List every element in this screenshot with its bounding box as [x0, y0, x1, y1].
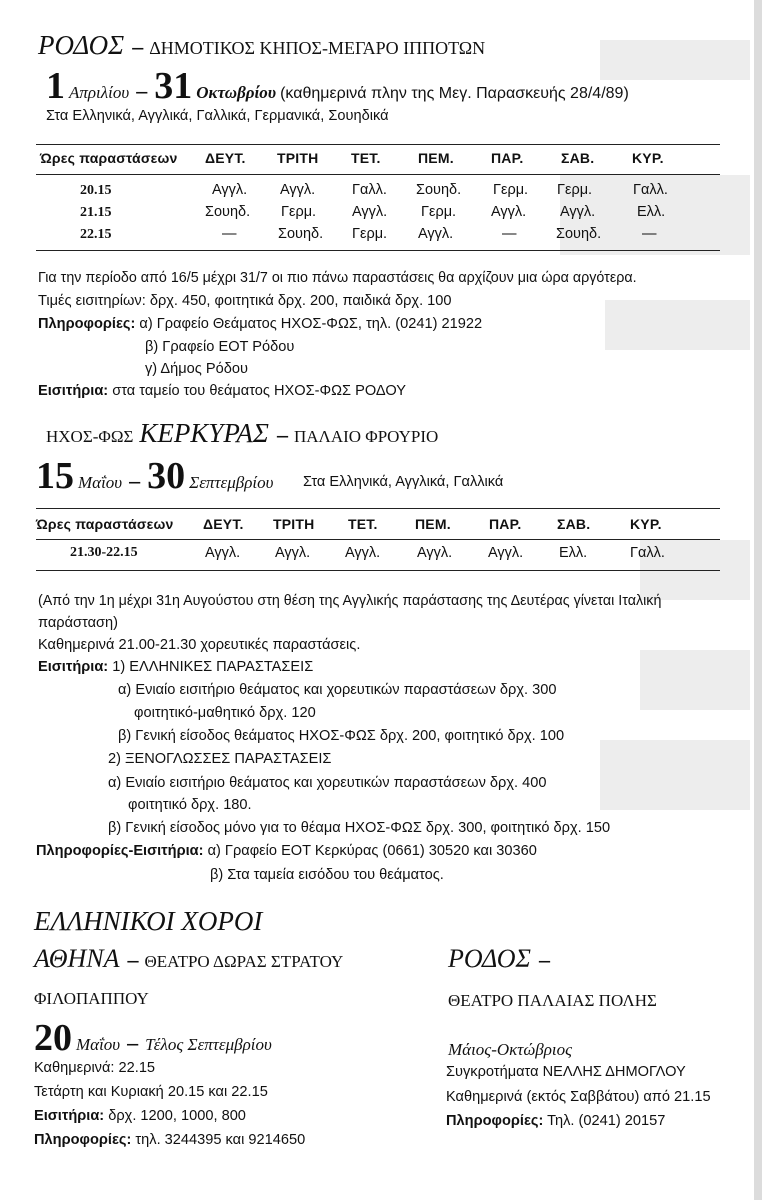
rhodes-info-a-line: [38, 316, 482, 332]
athens-city: ΑΘΗΝΑ: [34, 944, 120, 973]
dances-rhodes-troupe: Συγκροτήματα ΝΕΛΛΗΣ ΔΗΜΟΓΛΟΥ: [446, 1064, 686, 1080]
rhodes-cell: Αγγλ.: [418, 226, 454, 242]
rhodes-dates: [46, 64, 629, 108]
rhodes-cell: —: [642, 226, 657, 242]
corfu-col-thu: ΠΕΜ.: [415, 516, 451, 532]
rhodes-end-day: 31: [154, 65, 193, 107]
corfu-col-mon: ΔΕΥΤ.: [203, 516, 244, 532]
athens-info-line: [34, 1132, 305, 1148]
rhodes-col-tue: ΤΡΙΤΗ: [277, 150, 319, 166]
dances-rhodes-info-line: [446, 1113, 665, 1129]
corfu-date-dash: –: [129, 468, 141, 493]
corfu-prefix: ΗΧΟΣ-ΦΩΣ: [46, 427, 134, 446]
rhodes-row-time: 22.15: [80, 227, 112, 242]
rhodes-cell: Σουηδ.: [278, 226, 324, 242]
corfu-dates: [36, 454, 273, 498]
rhodes-cell: Γερμ.: [352, 226, 388, 242]
show-through-shade: [640, 650, 750, 710]
athens-wed-sun: Τετάρτη και Κυριακή 20.15 και 22.15: [34, 1084, 268, 1100]
athens-start-month: Μαΐου: [76, 1035, 121, 1054]
rhodes-cell: Αγγλ.: [212, 182, 248, 198]
rhodes-city: ΡΟΔΟΣ: [38, 30, 125, 60]
athens-venue-1: ΘΕΑΤΡΟ ΔΩΡΑΣ ΣΤΡΑΤΟΥ: [144, 952, 344, 971]
athens-tickets-line: [34, 1108, 246, 1124]
corfu-cell: Αγγλ.: [345, 545, 381, 561]
corfu-info-b: β) Στα ταμεία εισόδου του θεάματος.: [210, 867, 444, 883]
dances-rhodes-venue: ΘΕΑΤΡΟ ΠΑΛΑΙΑΣ ΠΟΛΗΣ: [448, 991, 657, 1010]
show-through-shade: [600, 740, 750, 810]
dances-rhodes-dash: –: [539, 947, 551, 972]
rhodes-info-b: β) Γραφείο ΕΟΤ Ρόδου: [145, 339, 295, 355]
dances-rhodes-info-text: Τηλ. (0241) 20157: [547, 1113, 666, 1129]
rhodes-cell: Ελλ.: [637, 204, 666, 220]
corfu-table-header-rule: [36, 539, 720, 540]
rhodes-info-a: α) Γραφείο Θεάματος ΗΧΟΣ-ΦΩΣ, τηλ. (0241) 21922: [139, 316, 483, 332]
corfu-heading: [46, 418, 438, 449]
scan-edge-shadow: [754, 0, 762, 1200]
rhodes-cell: Γερμ.: [421, 204, 457, 220]
rhodes-date-dash: –: [136, 78, 148, 103]
athens-end: Τέλος Σεπτεμβρίου: [145, 1035, 272, 1054]
corfu-info-label: Πληροφορίες-Εισιτήρια:: [36, 843, 204, 859]
athens-start-day: 20: [34, 1017, 72, 1059]
athens-daily: Καθημερινά: 22.15: [34, 1060, 156, 1076]
corfu-t2b: β) Γενική είσοδος μόνο για το θέαμα ΗΧΟΣ-ΦΩΣ δρχ. 300, φοιτητικό δρχ. 150: [108, 820, 611, 836]
corfu-col-times: Ώρες παραστάσεων: [36, 516, 174, 532]
corfu-col-tue: ΤΡΙΤΗ: [273, 516, 315, 532]
corfu-t2a2: φοιτητικό δρχ. 180.: [128, 797, 252, 813]
rhodes-col-thu: ΠΕΜ.: [418, 150, 454, 166]
rhodes-tickets-label: Εισιτήρια:: [38, 383, 109, 399]
athens-dash: –: [127, 947, 139, 972]
rhodes-cell: Γερμ.: [557, 182, 593, 198]
corfu-t2: 2) ΞΕΝΟΓΛΩΣΣΕΣ ΠΑΡΑΣΤΑΣΕΙΣ: [108, 751, 332, 767]
rhodes-row-time: 21.15: [80, 205, 112, 220]
corfu-cell: Αγγλ.: [488, 545, 524, 561]
rhodes-cell: Αγγλ.: [352, 204, 388, 220]
athens-tickets-label: Εισιτήρια:: [34, 1108, 105, 1124]
corfu-info-a: α) Γραφείο ΕΟΤ Κερκύρας (0661) 30520 και 30360: [207, 843, 537, 859]
rhodes-end-month: Οκτωβρίου: [196, 83, 277, 102]
corfu-dash: –: [276, 422, 288, 447]
rhodes-cell: Σουηδ.: [416, 182, 462, 198]
rhodes-col-sat: ΣΑΒ.: [561, 150, 595, 166]
dances-rhodes-info-label: Πληροφορίες:: [446, 1113, 544, 1129]
corfu-t1b: β) Γενική είσοδος θεάματος ΗΧΟΣ-ΦΩΣ δρχ. 200, φοιτητικό δρχ. 100: [118, 728, 565, 744]
rhodes-table-top-rule: [36, 144, 720, 145]
corfu-tickets-line: [38, 659, 313, 675]
corfu-languages: Στα Ελληνικά, Αγγλικά, Γαλλικά: [303, 474, 504, 490]
rhodes-cell: —: [222, 226, 237, 242]
corfu-t1a: α) Ενιαίο εισιτήριο θεάματος και χορευτικών παραστάσεων δρχ. 300: [118, 682, 557, 698]
corfu-table-bottom-rule: [36, 570, 720, 571]
corfu-col-sun: ΚΥΡ.: [630, 516, 662, 532]
corfu-cell: Αγγλ.: [417, 545, 453, 561]
rhodes-cell: Αγγλ.: [560, 204, 596, 220]
corfu-city: ΚΕΡΚΥΡΑΣ: [139, 418, 269, 448]
corfu-col-wed: ΤΕΤ.: [348, 516, 378, 532]
corfu-row-time: 21.30-22.15: [70, 545, 138, 560]
rhodes-col-wed: ΤΕΤ.: [351, 150, 381, 166]
corfu-end-month: Σεπτεμβρίου: [189, 473, 274, 492]
corfu-start-month: Μαΐου: [78, 473, 123, 492]
dances-rhodes-daily: Καθημερινά (εκτός Σαββάτου) από 21.15: [446, 1089, 711, 1105]
athens-dates: [34, 1016, 272, 1060]
rhodes-tickets-line: [38, 383, 406, 399]
corfu-cell: Αγγλ.: [275, 545, 311, 561]
corfu-cell: Γαλλ.: [630, 545, 665, 561]
show-through-shade: [605, 300, 750, 350]
corfu-col-sat: ΣΑΒ.: [557, 516, 591, 532]
corfu-t1a2: φοιτητικό-μαθητικό δρχ. 120: [134, 705, 316, 721]
corfu-venue: ΠΑΛΑΙΟ ΦΡΟΥΡΙΟ: [293, 427, 439, 446]
rhodes-col-fri: ΠΑΡ.: [491, 150, 524, 166]
rhodes-prices: Τιμές εισιτηρίων: δρχ. 450, φοιτητικά δρχ. 200, παιδικά δρχ. 100: [38, 293, 452, 309]
rhodes-info-c: γ) Δήμος Ρόδου: [145, 361, 248, 377]
athens-heading: [34, 944, 343, 974]
corfu-cell: Αγγλ.: [205, 545, 241, 561]
corfu-cell: Ελλ.: [559, 545, 588, 561]
rhodes-cell: Γερμ.: [493, 182, 529, 198]
corfu-end-day: 30: [147, 455, 186, 497]
rhodes-col-times: Ώρες παραστάσεων: [40, 150, 178, 166]
corfu-note-1: (Από την 1η μέχρι 31η Αυγούστου στη θέση της Αγγλικής παράστασης της Δευτέρας γίνεται Ιταλική: [38, 593, 662, 609]
corfu-tickets-label: Εισιτήρια:: [38, 659, 109, 675]
rhodes-tickets-text: στα ταμείο του θεάματος ΗΧΟΣ-ΦΩΣ ΡΟΔΟΥ: [112, 383, 406, 399]
rhodes-info-label: Πληροφορίες:: [38, 316, 136, 332]
rhodes-table-header-rule: [36, 174, 720, 175]
dances-title: ΕΛΛΗΝΙΚΟΙ ΧΟΡΟΙ: [34, 906, 263, 936]
rhodes-start-day: 1: [46, 65, 65, 107]
athens-tickets-text: δρχ. 1200, 1000, 800: [108, 1108, 246, 1124]
rhodes-schedule-note: (καθημερινά πλην της Μεγ. Παρασκευής 28/4/89): [280, 85, 629, 102]
rhodes-dash: –: [132, 34, 144, 59]
corfu-t2a: α) Ενιαίο εισιτήριο θεάματος και χορευτικών παραστάσεων δρχ. 400: [108, 775, 547, 791]
rhodes-cell: Σουηδ.: [205, 204, 251, 220]
rhodes-table-bottom-rule: [36, 250, 720, 251]
rhodes-cell: Αγγλ.: [491, 204, 527, 220]
corfu-t1: 1) ΕΛΛΗΝΙΚΕΣ ΠΑΡΑΣΤΑΣΕΙΣ: [112, 659, 314, 675]
corfu-start-day: 15: [36, 455, 74, 497]
rhodes-cell: Γαλλ.: [352, 182, 387, 198]
rhodes-venue: ΔΗΜΟΤΙΚΟΣ ΚΗΠΟΣ-ΜΕΓΑΡΟ ΙΠΠΟΤΩΝ: [149, 38, 486, 58]
rhodes-heading: [38, 30, 485, 61]
corfu-table-top-rule: [36, 508, 720, 509]
rhodes-cell: —: [502, 226, 517, 242]
rhodes-col-mon: ΔΕΥΤ.: [205, 150, 246, 166]
dances-rhodes-period: Μάιος-Οκτώβριος: [448, 1040, 572, 1059]
athens-info-label: Πληροφορίες:: [34, 1132, 132, 1148]
athens-date-dash: –: [127, 1030, 139, 1055]
rhodes-languages: Στα Ελληνικά, Αγγλικά, Γαλλικά, Γερμανικά, Σουηδικά: [46, 108, 389, 124]
rhodes-cell: Σουηδ.: [556, 226, 602, 242]
rhodes-col-sun: ΚΥΡ.: [632, 150, 664, 166]
rhodes-row-time: 20.15: [80, 183, 112, 198]
athens-info-text: τηλ. 3244395 και 9214650: [135, 1132, 306, 1148]
rhodes-start-month: Απριλίου: [69, 83, 130, 102]
corfu-col-fri: ΠΑΡ.: [489, 516, 522, 532]
dances-rhodes-city: ΡΟΔΟΣ: [448, 944, 532, 973]
athens-venue-2: ΦΙΛΟΠΑΠΠΟΥ: [34, 989, 149, 1008]
rhodes-period-note: Για την περίοδο από 16/5 μέχρι 31/7 οι πιο πάνω παραστάσεις θα αρχίζουν μια ώρα αργότερα.: [38, 270, 637, 286]
dances-rhodes-heading: [448, 944, 550, 974]
rhodes-cell: Γαλλ.: [633, 182, 668, 198]
rhodes-cell: Αγγλ.: [280, 182, 316, 198]
corfu-daily: Καθημερινά 21.00-21.30 χορευτικές παραστάσεις.: [38, 637, 361, 653]
corfu-note-2: παράσταση): [38, 615, 119, 631]
corfu-info-line: [36, 843, 537, 859]
rhodes-cell: Γερμ.: [281, 204, 317, 220]
